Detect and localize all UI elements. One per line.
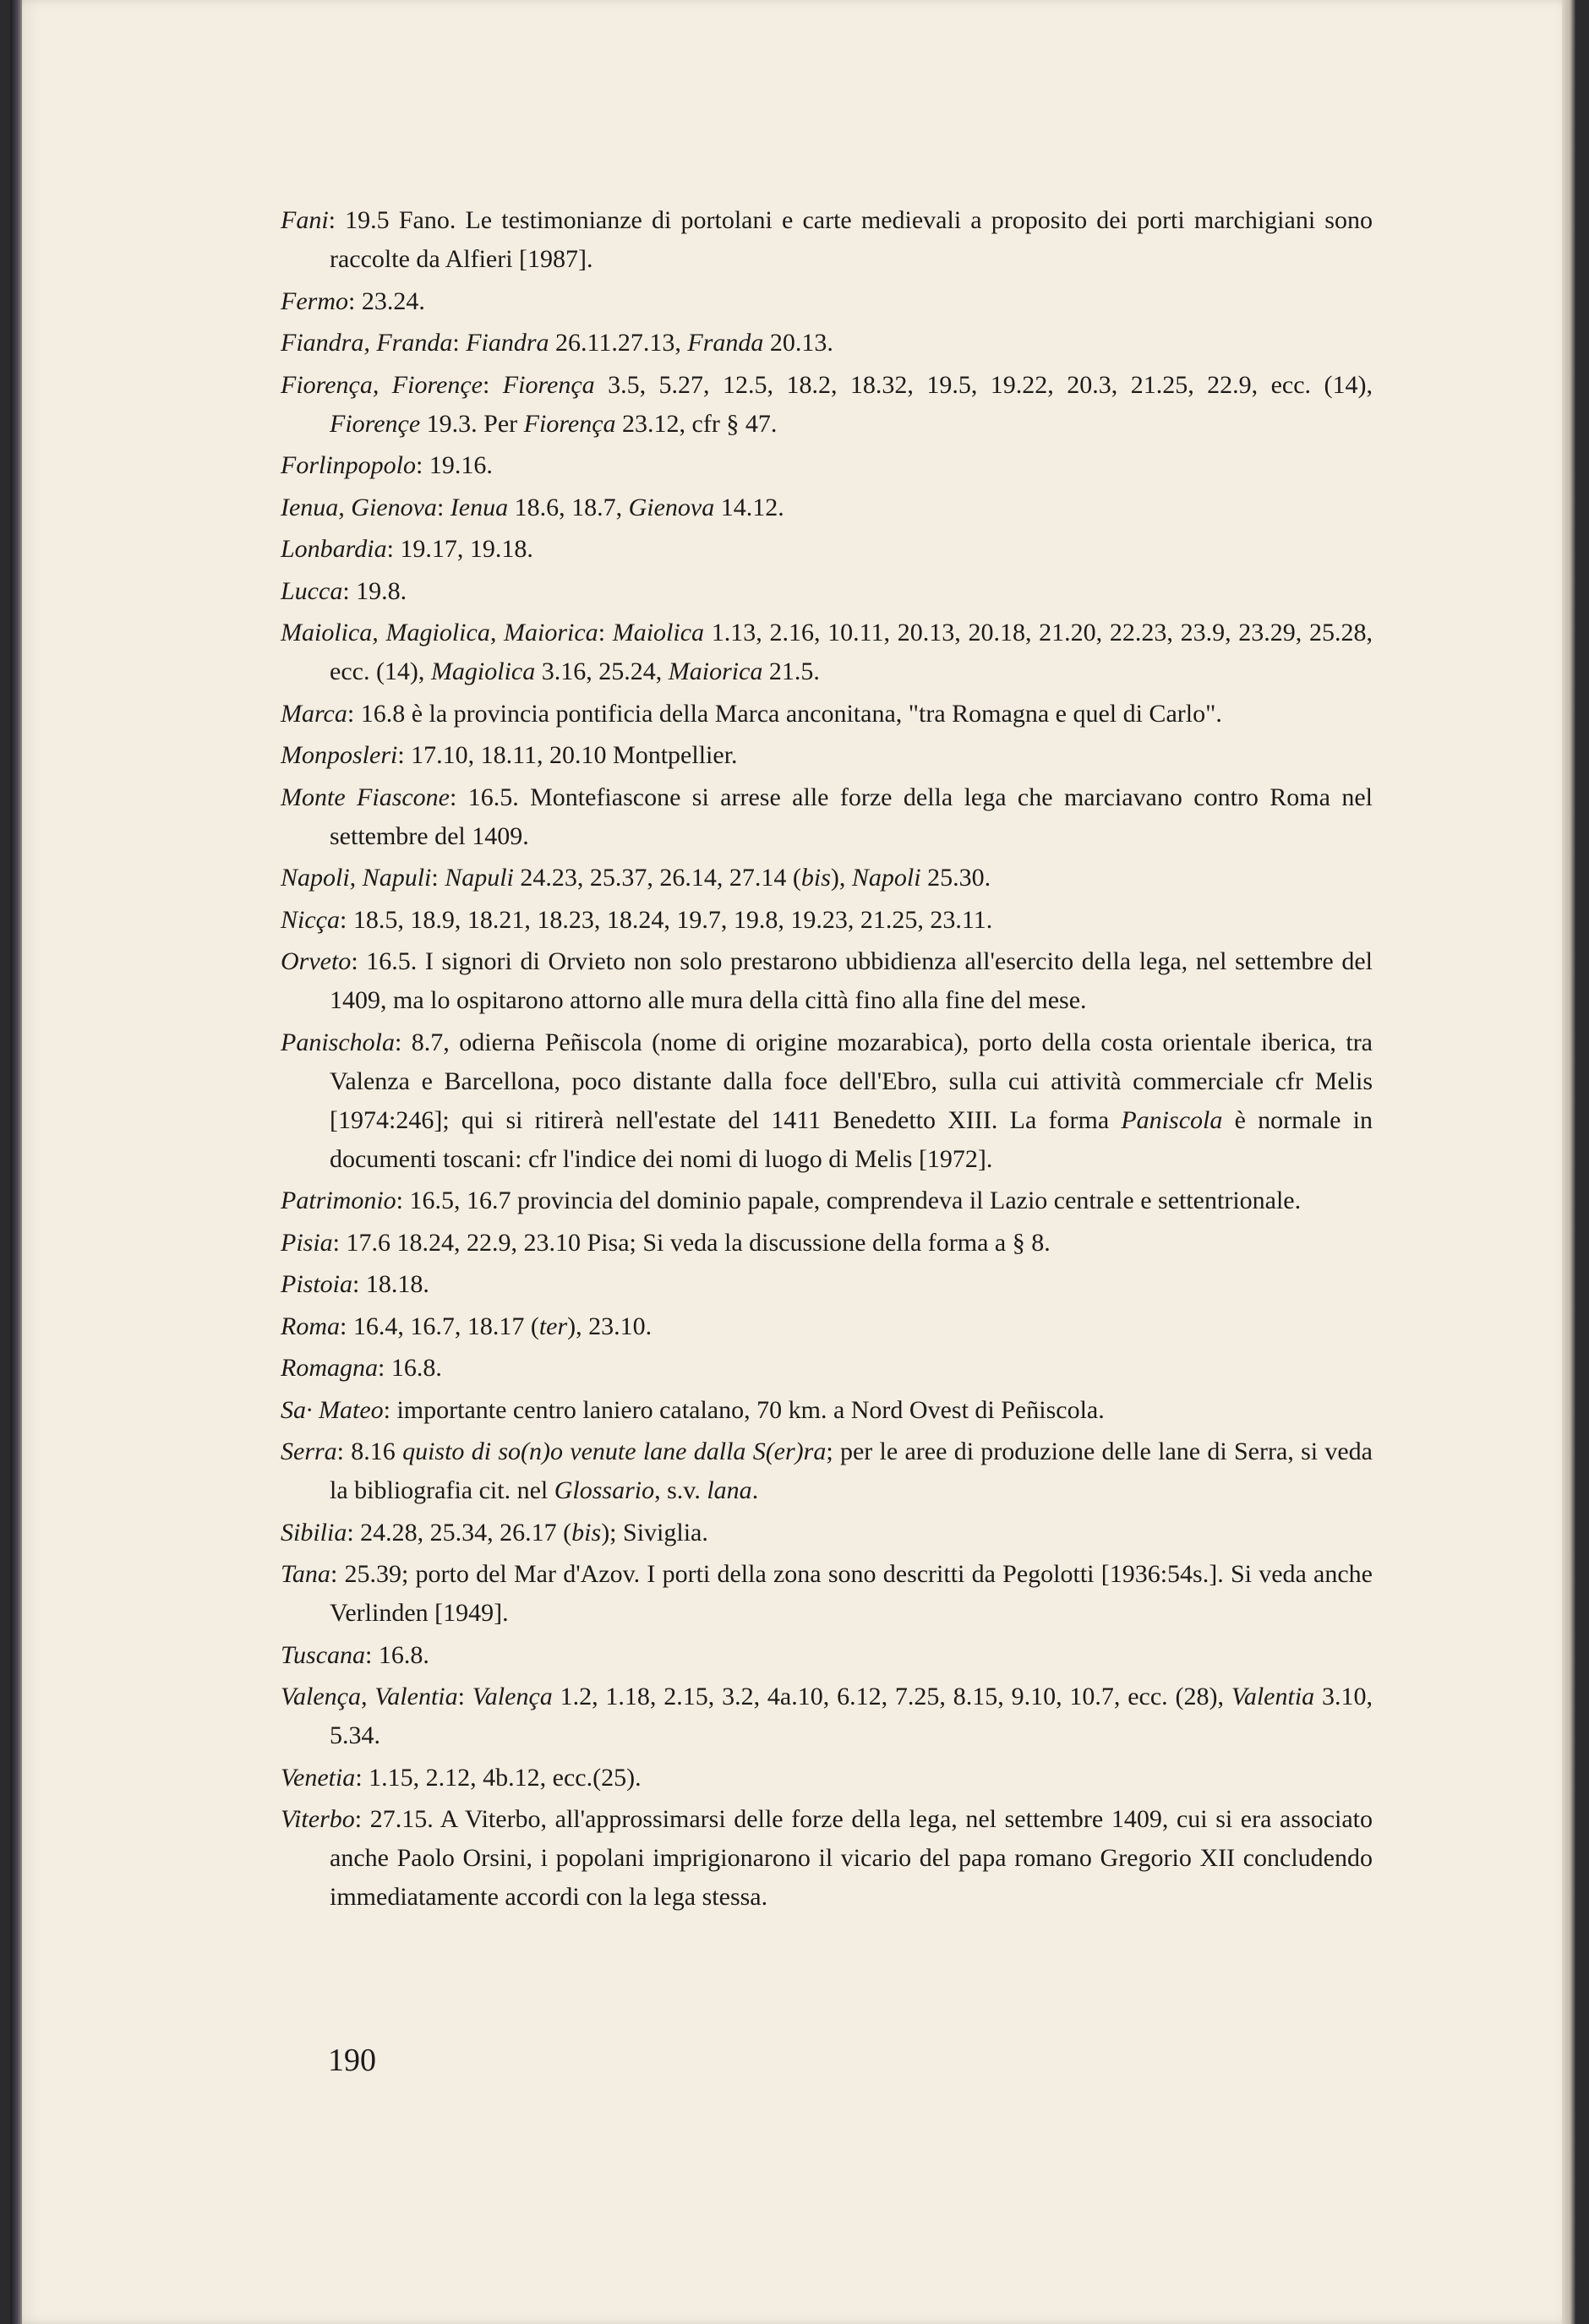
entry-headword: Fermo [281,286,348,315]
entry-text: 18.6, 18.7, [508,493,629,521]
entry-italic-text: Valentia [1231,1683,1315,1710]
entry-italic-text: quisto di so(n)o venute lane dalla S(er)ra [402,1437,827,1465]
page-edge [1562,0,1575,2324]
entry-text: 20.13. [763,329,833,357]
index-entry [281,1678,1373,1755]
gazetteer-entries [281,201,1373,1920]
entry-text: : 19.8. [342,576,407,605]
entry-text: : 8.7, odierna Peñiscola (nome di origine mozarabica), porto della costa orientale iberica, tra Valenza e Barcellona, poco distante dalla foce dell'Ebro, sulla cui attività commerciale cfr Melis [1974:246]; qui si ritirerà nell'estate del 1411 Benedetto XIII. La forma [330,1028,1373,1134]
index-entry [281,530,1373,569]
entry-italic-text: Fiandra [466,329,549,357]
entry-text: : 16.8. [365,1640,429,1669]
entry-italic-text: bis [800,864,831,892]
entry-italic-text: Paniscola [1121,1105,1223,1134]
entry-text: . [751,1476,759,1504]
entry-text: : 24.28, 25.34, 26.17 ( [347,1518,572,1547]
index-entry [281,778,1373,856]
index-entry [281,942,1373,1020]
index-entry [281,1800,1373,1917]
entry-text: 1.2, 1.18, 2.15, 3.2, 4a.10, 6.12, 7.25, 8.15, 9.10, 10.7, ecc. (28), [552,1683,1231,1710]
entry-headword: Serra [281,1437,337,1465]
entry-text: : [452,329,467,357]
entry-headword: Pisia [281,1228,333,1257]
index-entry [281,488,1373,527]
page-number: 190 [328,2043,376,2078]
entry-italic-text: lana [707,1476,752,1504]
index-entry [281,1391,1373,1430]
index-entry [281,446,1373,485]
entry-headword: Pistoia [281,1270,353,1298]
entry-headword: Forlinpopolo [281,451,417,479]
entry-text: 23.12, cfr § 47. [615,409,778,438]
entry-text: : 16.5. Montefiascone si arrese alle forze della lega che marciavano contro Roma nel settembre del 1409. [330,783,1373,850]
entry-italic-text: Fiorençe [330,409,421,438]
entry-headword: Sa· Mateo [281,1395,384,1424]
entry-italic-text: Ienua [450,493,509,521]
index-entry [281,1265,1373,1304]
entry-italic-text: ter [538,1312,568,1340]
index-entry [281,201,1373,279]
index-entry [281,695,1373,734]
entry-text: 1.13, 2.16, 10.11, 20.13, 20.18, 21.20, 22.23, 23.9, 23.29, 25.28, ecc. (14), [330,619,1373,685]
index-entry [281,572,1373,611]
entry-headword: Lonbardia [281,535,387,563]
entry-text: 3.10, 5.34. [330,1683,1373,1749]
entry-text: 26.11.27.13, [549,329,688,357]
entry-text: : 17.10, 18.11, 20.10 Montpellier. [397,741,738,769]
entry-italic-text: Napoli [851,864,921,892]
entry-headword: Valença, Valentia [281,1683,458,1710]
entry-text: ), [830,864,852,892]
entry-italic-text: Magiolica [430,657,536,685]
entry-headword: Tana [281,1560,330,1588]
entry-headword: Venetia [281,1763,356,1792]
index-entry [281,1514,1373,1552]
entry-text: ); Siviglia. [601,1518,708,1547]
index-entry [281,1181,1373,1220]
entry-italic-text: Napuli [445,864,514,892]
book-page [10,0,1575,2324]
index-entry [281,1636,1373,1675]
index-entry [281,1307,1373,1346]
entry-text: : 16.5. I signori di Orvieto non solo prestarono ubbidienza all'esercito della lega, nel settembre del 1409, ma lo ospitarono attorno alle mura della città fino alla fine del mese. [330,947,1373,1014]
index-entry [281,901,1373,940]
entry-headword: Fiorença, Fiorençe [281,370,483,399]
index-entry [281,1432,1373,1510]
entry-headword: Marca [281,699,347,728]
entry-headword: Sibilia [281,1518,347,1547]
entry-italic-text: Glossario [554,1476,655,1504]
entry-headword: Tuscana [281,1640,366,1669]
entry-headword: Romagna [281,1354,378,1382]
book-spine [10,0,22,2324]
entry-italic-text: Valença [472,1683,553,1710]
entry-italic-text: Fiorença [523,409,616,438]
entry-headword: Napoli, Napuli [281,864,432,892]
entry-text: : 19.17, 19.18. [386,535,533,563]
entry-text: ; per le aree di produzione delle lane di Serra, si veda la bibliografia cit. nel [330,1437,1373,1504]
entry-text: ), 23.10. [567,1312,653,1340]
entry-text: : 23.24. [347,286,425,315]
entry-text: 24.23, 25.37, 26.14, 27.14 ( [513,864,801,892]
entry-headword: Patrimonio [281,1187,396,1214]
entry-text: : 16.8. [378,1354,442,1382]
index-entry [281,859,1373,897]
entry-text: 21.5. [762,657,820,685]
entry-headword: Orveto [281,947,352,975]
entry-italic-text: Franda [687,329,764,357]
entry-text: : 18.18. [352,1270,429,1298]
entry-headword: Fani [281,206,329,234]
entry-text: : 18.5, 18.9, 18.21, 18.23, 18.24, 19.7, 19.8, 19.23, 21.25, 23.11. [339,905,993,934]
index-entry [281,1023,1373,1179]
entry-headword: Monte Fiascone [281,783,450,811]
entry-text: : importante centro laniero catalano, 70 km. a Nord Ovest di Peñiscola. [383,1395,1105,1424]
entry-italic-text: Maiorica [668,657,763,685]
entry-text: 3.5, 5.27, 12.5, 18.2, 18.32, 19.5, 19.22, 20.3, 21.25, 22.9, ecc. (14), [594,370,1373,399]
entry-text: 3.16, 25.24, [535,657,669,685]
entry-text: : 19.5 Fano. Le testimonianze di portolani e carte medievali a proposito dei porti marchigiani sono raccolte da Alfieri [1987]. [328,206,1373,273]
entry-text: , s.v. [654,1476,707,1504]
entry-italic-text: bis [571,1518,602,1547]
entry-text: : [457,1683,472,1710]
entry-italic-text: Fiorença [502,370,595,399]
entry-text: : 1.15, 2.12, 4b.12, ecc.(25). [355,1763,642,1792]
index-entry [281,366,1373,444]
entry-text: 19.3. Per [420,409,524,438]
entry-text: : [431,864,445,892]
index-entry [281,1555,1373,1633]
entry-headword: Ienua, Gienova [281,493,437,521]
entry-text: : [436,493,450,521]
entry-text: : [598,619,613,646]
entry-headword: Maiolica, Magiolica, Maiorica [281,619,598,646]
entry-text: : 25.39; porto del Mar d'Azov. I porti della zona sono descritti da Pegolotti [1936:54s.]. Si veda anche Verlinden [1949]. [330,1560,1373,1627]
entry-headword: Monposleri [281,741,398,769]
entry-text: 25.30. [920,864,991,892]
entry-headword: Panischola [281,1028,395,1056]
entry-italic-text: Gienova [628,493,715,521]
index-entry [281,1224,1373,1263]
entry-text: è normale in documenti toscani: cfr l'indice dei nomi di luogo di Melis [1972]. [330,1105,1373,1173]
entry-text: : 16.4, 16.7, 18.17 ( [340,1312,539,1340]
entry-headword: Viterbo [281,1805,355,1833]
entry-text: : 16.8 è la provincia pontificia della Marca anconitana, "tra Romagna e quel di Carlo". [347,699,1222,728]
entry-italic-text: Maiolica [612,619,705,646]
entry-text: : 27.15. A Viterbo, all'approssimarsi delle forze della lega, nel settembre 1409, cui si era associato anche Paolo Orsini, i popolani imprigionarono il vicario del papa romano Gregorio XII concludendo immediatamente accordi con la lega stessa. [330,1805,1373,1911]
index-entry [281,282,1373,321]
entry-text: : 17.6 18.24, 22.9, 23.10 Pisa; Si veda la discussione della forma a § 8. [332,1228,1051,1257]
entry-headword: Lucca [281,576,343,605]
entry-text: : 8.16 [336,1437,403,1465]
index-entry [281,1349,1373,1388]
index-entry [281,324,1373,363]
entry-text: 14.12. [714,493,784,521]
entry-text: : [482,370,503,399]
index-entry [281,1759,1373,1798]
entry-headword: Fiandra, Franda [281,329,453,357]
index-entry [281,736,1373,775]
entry-text: : 16.5, 16.7 provincia del dominio papale, comprendeva il Lazio centrale e settentrionale. [396,1187,1302,1214]
entry-headword: Nicça [281,905,340,934]
entry-headword: Roma [281,1312,340,1340]
entry-text: : 19.16. [416,451,493,479]
index-entry [281,614,1373,691]
